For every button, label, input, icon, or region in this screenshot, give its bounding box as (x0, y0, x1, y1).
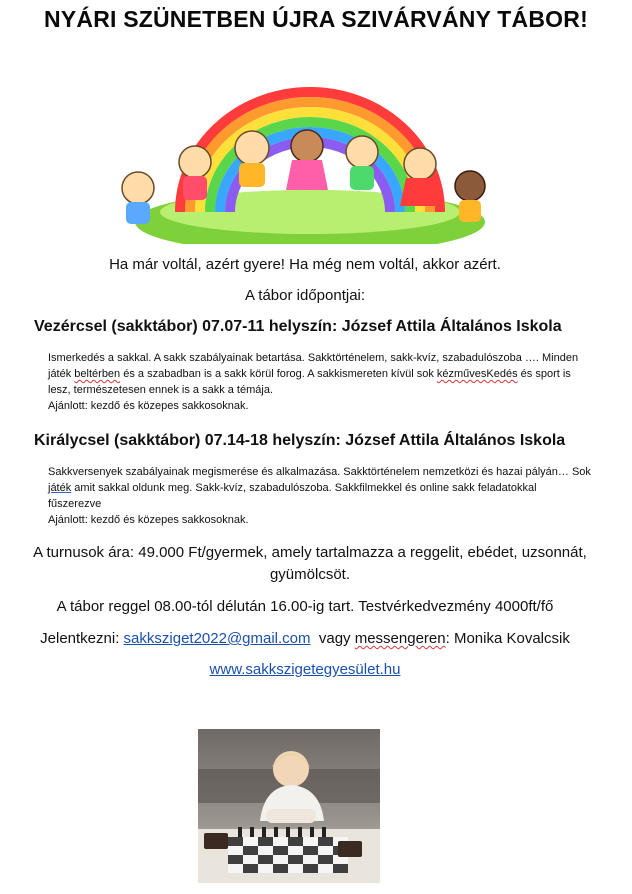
camp1-description (48, 350, 618, 414)
camp1-line4: Ajánlott: kezdő és közepes sakkosoknak. (48, 400, 249, 412)
signup-line (0, 630, 610, 647)
camp1-heading: Vezércsel (sakktábor) 07.07-11 helyszín: József Attila Általános Iskola (34, 318, 562, 335)
signup-middle: vagy (310, 630, 355, 647)
messenger-word: messengeren (354, 630, 446, 647)
camp2-line2a: játék (48, 482, 72, 494)
intro-text: Ha már voltál, azért gyere! Ha még nem voltál, akkor azért. (109, 256, 501, 273)
website-line (0, 661, 610, 678)
camp1-line2 (48, 366, 618, 382)
camp2-heading: Királycsel (sakktábor) 07.14-18 helyszín: József Attila Általános Iskola (34, 432, 566, 449)
website-link[interactable]: www.sakkszigetegyesület.hu (209, 661, 401, 678)
camp1-line2d: kézművesKedés (436, 368, 518, 380)
signup-prefix: Jelentkezni: (40, 630, 124, 647)
child-playing-chess-photo (198, 729, 380, 883)
rainbow-children-illustration (110, 62, 510, 244)
camp2-description (48, 464, 618, 528)
camp2-line4: Ajánlott: kezdő és közepes sakkosoknak. (48, 514, 249, 526)
camp2-line3: fűszerezve (48, 498, 102, 510)
camp1-line2a: játék (48, 368, 75, 380)
signup-suffix: : Monika Kovalcsik (445, 630, 570, 647)
camp1-line2b: beltérben (74, 368, 121, 380)
camp2-line1: Sakkversenyek szabályainak megismerése és alkalmazása. Sakktörténelem nemzetközi és hazai pályán… Sok (48, 466, 591, 478)
camp1-line2c: és a szabadban is a sakk körül forog. A sakkismereten kívül sok (120, 368, 437, 380)
camp1-line2e: és sport is (517, 368, 571, 380)
schedule-text: A tábor reggel 08.00-tól délután 16.00-ig tart. Testvérkedvezmény 4000ft/fő (56, 598, 554, 615)
price-line1: A turnusok ára: 49.000 Ft/gyermek, amely tartalmazza a reggelit, ebédet, uzsonnát, (33, 544, 587, 561)
email-link[interactable]: sakksziget2022@gmail.com (123, 630, 311, 647)
dates-label: A tábor időpontjai: (244, 287, 366, 304)
page-title: NYÁRI SZÜNETBEN ÚJRA SZIVÁRVÁNY TÁBOR! (44, 6, 588, 32)
camp1-line1: Ismerkedés a sakkal. A sakk szabályainak betartása. Sakktörténelem, sakk-kvíz, szabadulószoba …. Minden (48, 352, 579, 364)
camp2-line2b: amit sakkal oldunk meg. Sakk-kvíz, szabadulószoba. Sakkfilmekkel és online sakk feladatokkal (71, 482, 537, 494)
camp2-line2 (48, 480, 618, 496)
camp1-line3: lesz, természetesen ennek is a sakk a témája. (48, 384, 273, 396)
price-line2: gyümölcsöt. (269, 566, 351, 583)
